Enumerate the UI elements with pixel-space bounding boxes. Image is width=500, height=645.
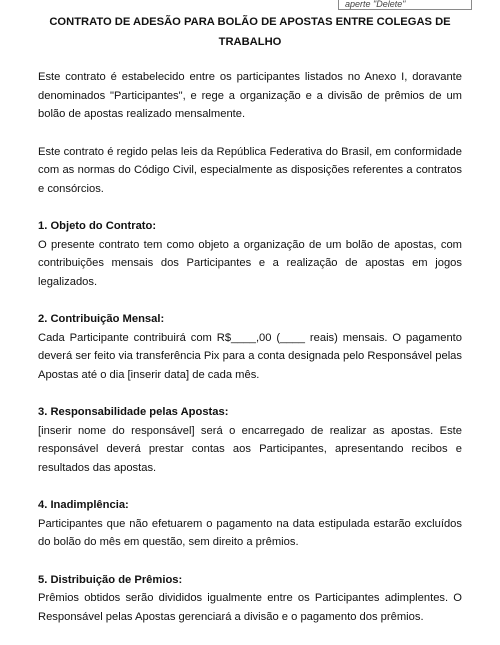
section-body: Cada Participante contribuirá com R$____,00 (____ reais) mensais. O pagamento deverá ser feito via transferência Pix para a conta designada pelo Responsável pelas Apostas até o dia [inserir data] de cada mês.	[38, 331, 462, 381]
section-heading: 4. Inadimplência:	[38, 499, 129, 511]
section-heading: 5. Distribuição de Prêmios:	[38, 573, 183, 586]
section-body: O presente contrato tem como objeto a organização de um bolão de apostas, com contribuições mensais dos Participantes e a realização de apostas em jogos legalizados.	[38, 238, 462, 288]
section-heading: 3. Responsabilidade pelas Apostas:	[38, 406, 229, 418]
section-monthly-contribution	[38, 310, 462, 384]
section-heading: 1. Objeto do Contrato:	[38, 220, 157, 232]
section-default	[38, 496, 462, 552]
section-prize-distribution	[38, 571, 462, 627]
intro-paragraph-1: Este contrato é estabelecido entre os participantes listados no Anexo I, doravante denominados "Participantes", e rege a organização e a divisão de prêmios de um bolão de apostas realizado mensalmente.	[38, 71, 462, 120]
section-responsibility	[38, 403, 462, 477]
section-object	[38, 217, 462, 291]
delete-hint-box: aperte "Delete"	[338, 0, 472, 10]
intro-paragraph-2: Este contrato é regido pelas leis da República Federativa do Brasil, em conformidade com as normas do Código Civil, especialmente as disposições referentes a contratos e consórcios.	[38, 145, 462, 195]
section-body: [inserir nome do responsável] será o encarregado de realizar as apostas. Este responsável deverá prestar contas aos Participantes, apresentando recibos e resultados das apostas.	[38, 424, 462, 474]
section-body: Prêmios obtidos serão divididos igualmente entre os Participantes adimplentes. O Responsável pelas Apostas gerenciará a divisão e o pagamento dos prêmios.	[38, 592, 462, 623]
contract-title: CONTRATO DE ADESÃO PARA BOLÃO DE APOSTAS ENTRE COLEGAS DE TRABALHO	[49, 16, 451, 48]
section-body: Participantes que não efetuarem o pagamento na data estipulada estarão excluídos do bolão do mês em questão, sem direito a prêmios.	[38, 517, 462, 548]
section-heading: 2. Contribuição Mensal:	[38, 313, 165, 325]
contract-document	[38, 12, 462, 645]
